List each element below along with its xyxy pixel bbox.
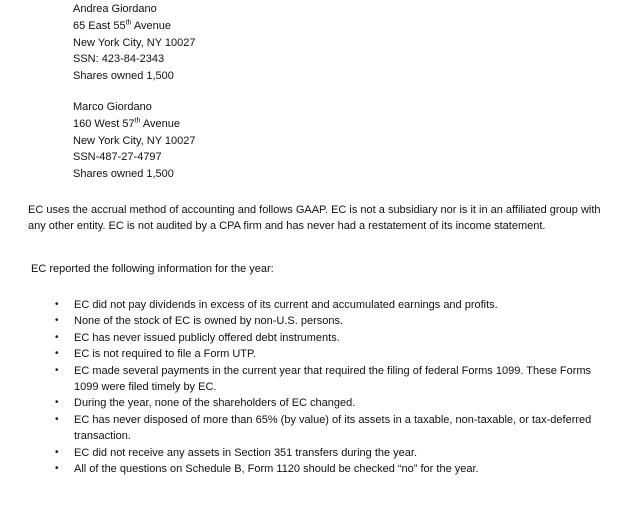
list-item: [55, 313, 614, 329]
list-item-text: EC is not required to file a Form UTP.: [74, 348, 256, 361]
bullet-icon: •: [55, 397, 59, 409]
shareholder-shares: Shares owned 1,500: [73, 168, 174, 181]
street-number: 65 East 55: [73, 19, 126, 32]
bullet-icon: •: [55, 331, 59, 343]
bullet-icon: •: [55, 299, 59, 310]
shareholder-address-block: [73, 99, 196, 183]
bullet-icon: •: [55, 413, 59, 425]
bullet-icon: •: [55, 315, 59, 327]
shareholder-shares: Shares owned 1,500: [73, 70, 174, 83]
bullet-icon: •: [55, 463, 59, 475]
street-name: Avenue: [131, 19, 171, 32]
accounting-paragraph: EC uses the accrual method of accounting and follows GAAP. EC is not a subsidiary nor is it in an affiliated group with any other entity. EC is not audited by a CPA firm and has never had a restatement of its income statement.: [28, 204, 601, 233]
shareholder-ssn: SSN-487-27-4797: [73, 151, 162, 164]
street-ordinal-suffix: th: [134, 117, 141, 125]
intro-paragraph: EC reported the following information for the year:: [31, 263, 274, 275]
street-name: Avenue: [140, 117, 180, 130]
street-ordinal-suffix: th: [125, 19, 132, 27]
list-item-text: None of the stock of EC is owned by non-U.S. persons.: [74, 315, 344, 328]
shareholder-name: Marco Giordano: [73, 101, 152, 113]
list-item: [55, 412, 614, 445]
shareholder-street: [73, 116, 196, 133]
shareholder-city: New York City, NY 10027: [73, 134, 196, 147]
street-number: 160 West 57: [73, 117, 135, 130]
list-item: [55, 297, 614, 313]
list-item-text: During the year, none of the shareholders of EC changed.: [74, 397, 356, 410]
list-item-text: EC has never issued publicly offered debt instruments.: [74, 331, 340, 344]
list-item: [55, 395, 614, 411]
bullet-icon: •: [55, 446, 59, 458]
list-item: [55, 330, 614, 346]
shareholder-street: [73, 18, 196, 35]
list-item-text: EC has never disposed of more than 65% (by value) of its assets in a taxable, non-taxable, or tax-deferred transaction.: [74, 413, 592, 443]
shareholder-city: New York City, NY 10027: [73, 36, 196, 49]
list-item-text: EC did not pay dividends in excess of its current and accumulated earnings and profits.: [74, 299, 498, 311]
info-bullet-list: [55, 297, 614, 477]
list-item: [55, 363, 614, 396]
bullet-icon: •: [55, 364, 59, 376]
shareholder-ssn: SSN: 423-84-2343: [73, 53, 165, 66]
list-item-text: All of the questions on Schedule B, Form 1120 should be checked “no” for the year.: [74, 463, 479, 476]
list-item: [55, 461, 614, 477]
shareholder-name: Andrea Giordano: [73, 3, 157, 15]
list-item-text: EC made several payments in the current year that required the filing of federal Forms 1099. These Forms 1099 were filed timely by EC.: [74, 364, 592, 394]
list-item: [55, 445, 614, 461]
list-item: [55, 346, 614, 362]
shareholder-address-block: [73, 1, 196, 85]
bullet-icon: •: [55, 348, 59, 360]
list-item-text: EC did not receive any assets in Section 351 transfers during the year.: [74, 446, 418, 459]
